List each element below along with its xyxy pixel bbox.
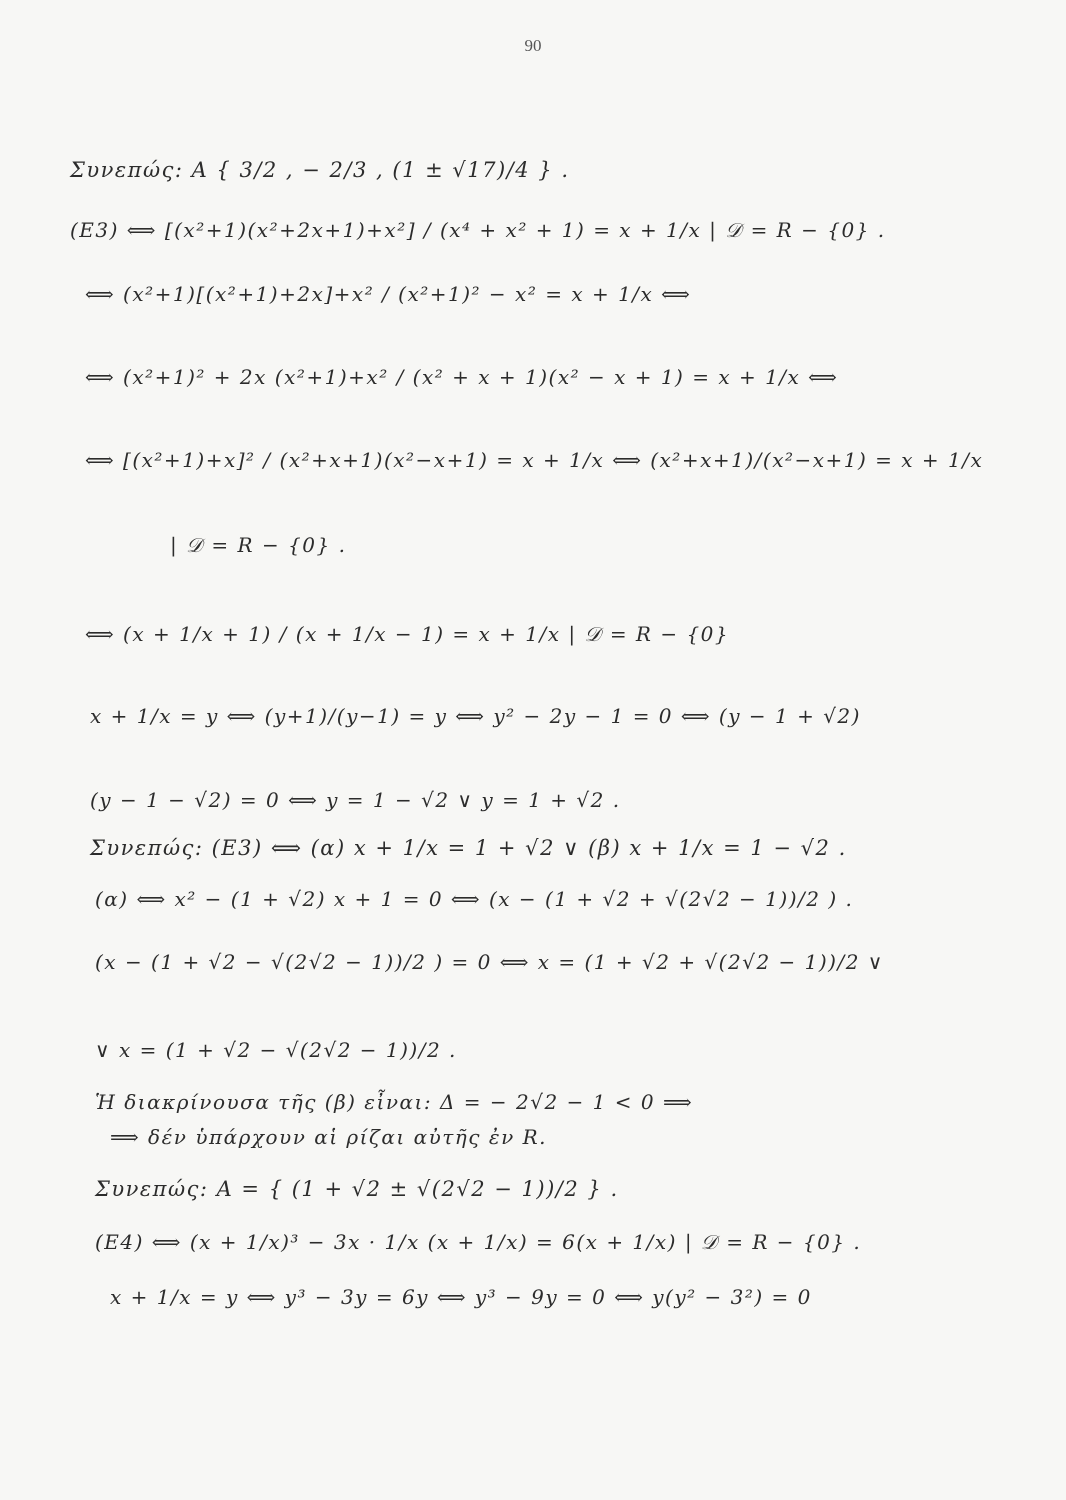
- result-e3-line: Συνεπώς: (Ε3) ⟺ (α) x + 1/x = 1 + √2 ∨ (β) x + 1/x = 1 − √2 .: [90, 836, 847, 860]
- roots-y-line: (y − 1 − √2) = 0 ⟺ y = 1 − √2 ∨ y = 1 + √2 .: [90, 788, 621, 812]
- equivalence-line-3: ⟺ [(x²+1)+x]² / (x²+x+1)(x²−x+1) = x + 1/x ⟺ (x²+x+1)/(x²−x+1) = x + 1/x: [85, 448, 984, 472]
- case-a-line: (α) ⟺ x² − (1 + √2) x + 1 = 0 ⟺ (x − (1 + √2 + √(2√2 − 1))/2 ) .: [95, 887, 854, 911]
- substitution-line: x + 1/x = y ⟺ (y+1)/(y−1) = y ⟺ y² − 2y − 1 = 0 ⟺ (y − 1 + √2): [90, 704, 861, 728]
- no-roots-line: ⟹ δέν ὑπάρχουν αἱ ρίζαι αὐτῆς ἐν R.: [110, 1125, 548, 1149]
- root-x-line: ∨ x = (1 + √2 − √(2√2 − 1))/2 .: [95, 1038, 457, 1062]
- substitution-e4-line: x + 1/x = y ⟺ y³ − 3y = 6y ⟺ y³ − 9y = 0 ⟺ y(y² − 3²) = 0: [110, 1285, 812, 1309]
- final-set-line: Συνεπώς: A = { (1 + √2 ± √(2√2 − 1))/2 } .: [95, 1177, 619, 1201]
- domain-line: | 𝒟 = R − {0} .: [170, 533, 347, 557]
- equivalence-line-1: ⟺ (x²+1)[(x²+1)+2x]+x² / (x²+1)² − x² = x + 1/x ⟺: [85, 282, 692, 306]
- equation-e4-line: (Ε4) ⟺ (x + 1/x)³ − 3x · 1/x (x + 1/x) = 6(x + 1/x) | 𝒟 = R − {0} .: [95, 1230, 862, 1254]
- equivalence-line-2: ⟺ (x²+1)² + 2x (x²+1)+x² / (x² + x + 1)(x² − x + 1) = x + 1/x ⟺: [85, 365, 839, 389]
- page-number: 90: [524, 36, 542, 55]
- factor-line: (x − (1 + √2 − √(2√2 − 1))/2 ) = 0 ⟺ x = (1 + √2 + √(2√2 − 1))/2 ∨: [95, 950, 884, 974]
- equivalence-line-4: ⟺ (x + 1/x + 1) / (x + 1/x − 1) = x + 1/x | 𝒟 = R − {0}: [85, 622, 730, 646]
- result-set-line: Συνεπώς: A { 3/2 , − 2/3 , (1 ± √17)/4 } .: [70, 158, 570, 182]
- discriminant-line: Ἡ διακρίνουσα τῆς (β) εἶναι: Δ = − 2√2 − 1 < 0 ⟹: [95, 1090, 694, 1114]
- equation-e3-line: (Ε3) ⟺ [(x²+1)(x²+2x+1)+x²] / (x⁴ + x² + 1) = x + 1/x | 𝒟 = R − {0} .: [70, 218, 886, 242]
